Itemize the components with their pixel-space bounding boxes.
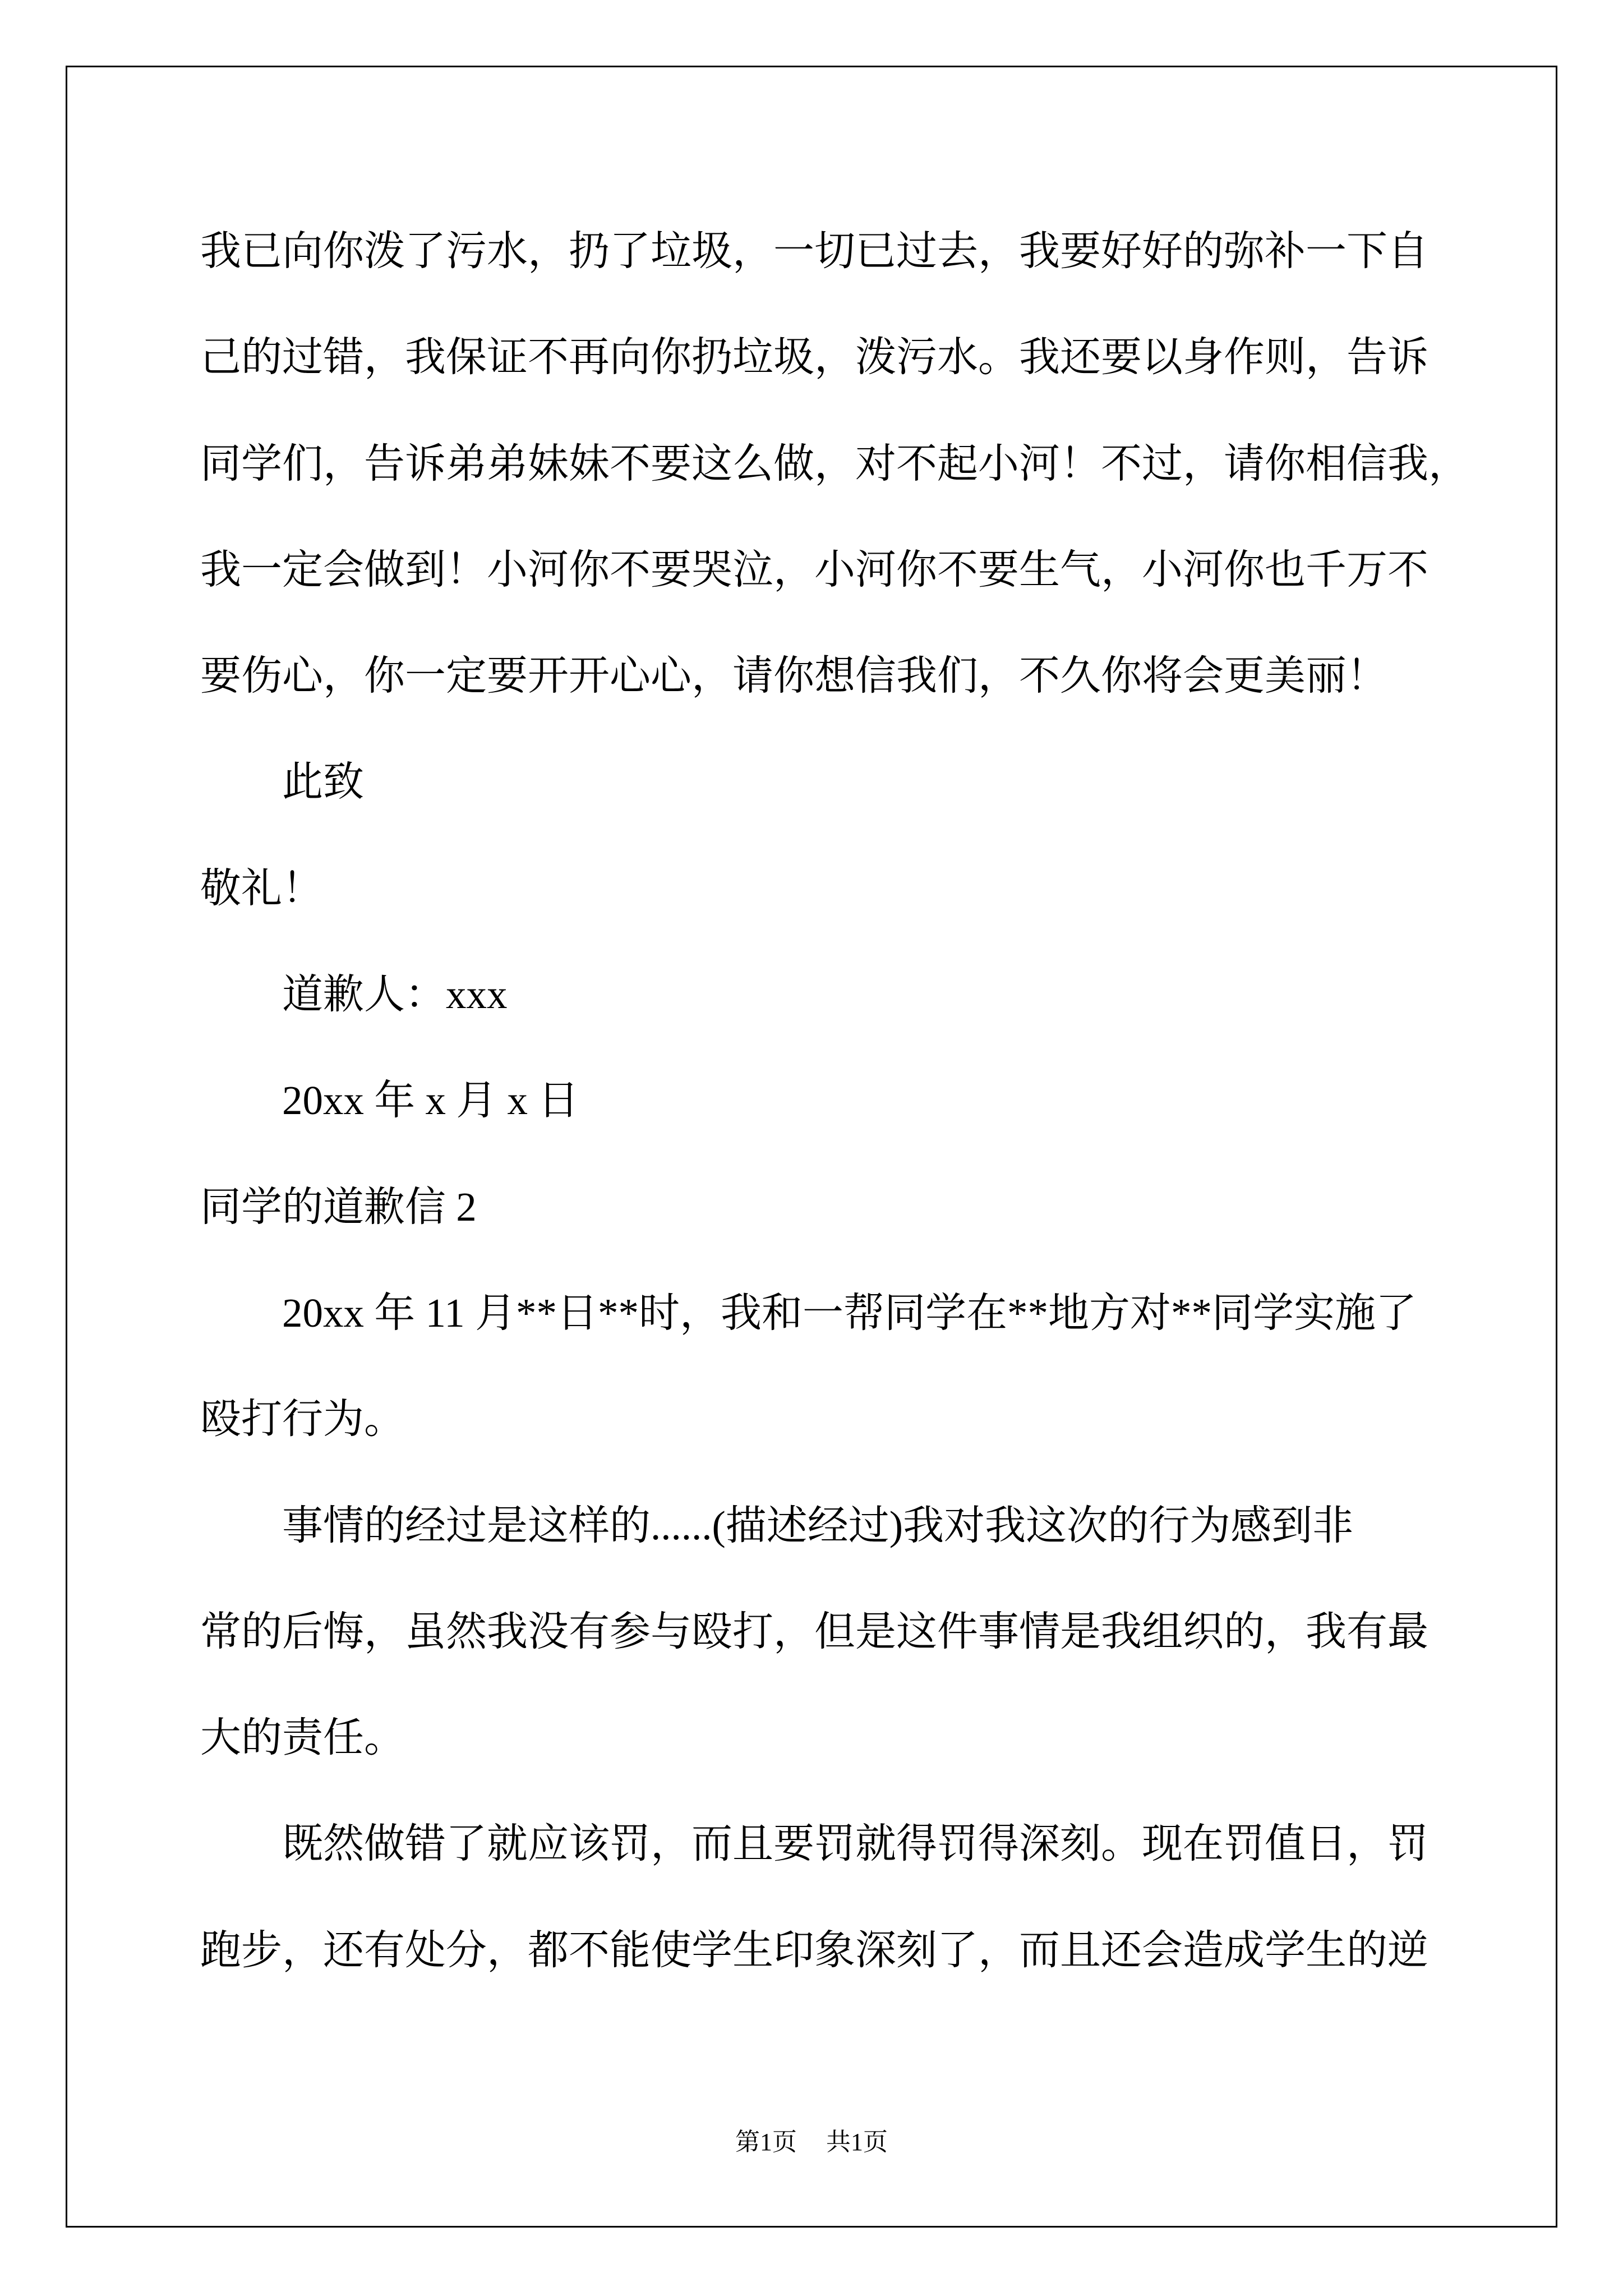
text-line: 己的过错，我保证不再向你扔垃圾，泼污水。我还要以身作则，告诉: [200, 334, 1428, 380]
letter-1-ending: [200, 198, 1535, 1154]
text-line: 常的后悔，虽然我没有参与殴打，但是这件事情是我组织的，我有最: [200, 1608, 1428, 1654]
closing-regards: 敬礼！: [200, 865, 323, 911]
signer-line: 道歉人：xxx: [282, 972, 508, 1018]
page-number-current: 第1页: [735, 2128, 797, 2156]
text-line: 同学们，告诉弟弟妹妹不要这么做，对不起小河！不过，请你相信我，: [200, 440, 1469, 486]
letter-2: [200, 1154, 1535, 2003]
text-line: 大的责任。: [200, 1715, 405, 1761]
paragraph: [200, 198, 1535, 729]
letter-title: 同学的道歉信 2: [200, 1184, 477, 1230]
text-line: 跑步，还有处分，都不能使学生印象深刻了，而且还会造成学生的逆: [200, 1927, 1428, 1973]
date-line: 20xx 年 x 月 x 日: [282, 1078, 579, 1124]
text-line: 要伤心，你一定要开开心心，请你想信我们，不久你将会更美丽！: [200, 653, 1387, 699]
text-line: 我一定会做到！小河你不要哭泣，小河你不要生气，小河你也千万不: [200, 546, 1428, 592]
closing-salutation: 此致: [282, 759, 364, 805]
page-number-total: 共1页: [826, 2128, 888, 2156]
paragraph: [200, 1260, 1535, 1473]
paragraph: [200, 1473, 1535, 1791]
text-line: 事情的经过是这样的......(描述经过)我对我这次的行为感到非: [282, 1502, 1354, 1548]
text-line: 20xx 年 11 月**日**时，我和一帮同学在**地方对**同学实施了: [282, 1290, 1417, 1336]
text-line: 殴打行为。: [200, 1396, 405, 1442]
paragraph: [200, 1791, 1535, 2003]
page-footer: [0, 2128, 1623, 2156]
text-line: 既然做错了就应该罚，而且要罚就得罚得深刻。现在罚值日，罚: [282, 1821, 1428, 1867]
text-line: 我已向你泼了污水，扔了垃圾，一切已过去，我要好好的弥补一下自: [200, 228, 1428, 274]
document-body: [200, 198, 1535, 2003]
